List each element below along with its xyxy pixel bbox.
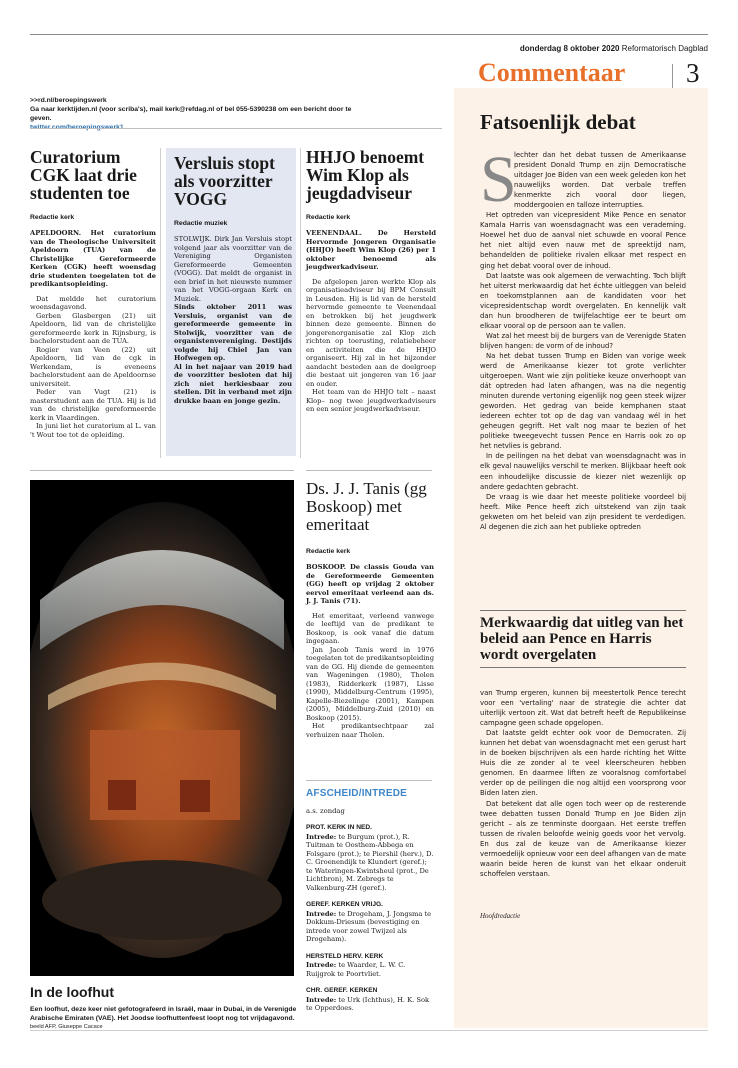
group-label: Intrede: xyxy=(306,995,337,1004)
article-curatorium xyxy=(30,148,156,439)
group-label: Intrede: xyxy=(306,909,337,918)
afscheid-title: AFSCHEID/INTREDE xyxy=(306,788,407,799)
section-title: Commentaar xyxy=(478,58,626,87)
commentary-paragraph: De vraag is wie daar het meeste politieke voordeel bij heeft. Mike Pence heeft zich uitstekend van zijn taak gekweten om het beleid van zijn president te verdedigen. Al degenen die zich aan het publieke optreden xyxy=(480,492,686,531)
article-paragraph: Gerben Glasbergen (21) uit Apeldoorn, lid van de christelijke gereformeerde kerk in Rijnsburg, is bachelorstudent aan de TUA. xyxy=(30,311,156,345)
article-byline: Redactie kerk xyxy=(306,548,351,555)
article-tanis xyxy=(306,480,434,739)
group-text: te Urk (Ichthus), H. K. Sok te Opperdoes. xyxy=(306,995,430,1012)
column-divider xyxy=(300,148,301,458)
group-label: Intrede: xyxy=(306,961,337,969)
article-versluis xyxy=(174,154,292,405)
article-rule xyxy=(306,470,432,471)
quote-rule-top xyxy=(480,610,686,611)
afscheid-intrede xyxy=(306,788,434,1013)
article-byline: Redactie kerk xyxy=(306,214,351,221)
article-lead: VEENENDAAL. De Hersteld Hervormde Jongeren Organisatie (HHJO) heeft Wim Klop (26) per 1 oktober benoemd als jeugdwerkadviseur. xyxy=(306,229,436,271)
caption-text: Een loofhut, deze keer niet gefotografeerd in Israël, maar in Dubai, in de Verenigde Arabische Emiraten (VAE). Het Joodse loofhuttenfeest loopt nog tot vrijdagavond. xyxy=(30,1006,297,1022)
group-head: CHR. GEREF. KERKEN xyxy=(306,987,378,994)
article-headline: Versluis stopt als voorzitter VOGG xyxy=(174,153,275,209)
group-text: te Drogeham, J. Jongsma te Dokkum-Driesum (bevestiging en intrede voor zowel Twijzel als Drogeham). xyxy=(306,909,432,943)
commentary-paragraph: Wat zal het meest bij de burgers van de Verenigde Staten blijven hangen: de vorm of de inhoud? xyxy=(480,331,686,350)
article-paragraph: Sinds oktober 2011 was Versluis, organist van de gereformeerde gemeente in Stolwijk, voorzitter van de organistenvereniging. Destijds volgde hij Chiel Jan van Hofwegen op. xyxy=(174,303,292,362)
page-number: 3 xyxy=(686,58,700,88)
commentary-paragraph: Dat laatste geldt echter ook voor de Democraten. Zij kunnen het debat van woensdagnacht met een gerust hart in de boeken bijschrijven als een harde richting het Witte Huis die ze zonder al te veel kleerscheuren hebben genomen. En daarmee liften ze vooralsnog comfortabel verder op de peilingen die nog altijd een voorsprong voor Biden laten zien. xyxy=(480,729,686,798)
commentary-title: Fatsoenlijk debat xyxy=(480,110,636,134)
article-paragraph: Dat meldde het curatorium woensdagavond. xyxy=(30,294,156,311)
afscheid-sub: a.s. zondag xyxy=(306,807,345,815)
article-byline: Redactie kerk xyxy=(30,214,75,221)
commentary-paragraph: lechter dan het debat tussen de Amerikaanse president Donald Trump en zijn Democratische uitdager Joe Biden van een week geleden kon het nauwelijks worden. Dat verbale treffen kenmerkte zich vooral door liegen, moddergooien en talloze interrupties. xyxy=(514,151,686,210)
article-hhjo xyxy=(306,148,436,414)
article-paragraph: Het team van de HHJO telt – naast Klop– nog twee jeugdwerkadviseurs en een senior jeugdwerkadviseur. xyxy=(306,388,436,413)
afscheid-group xyxy=(306,953,434,979)
article-headline: Ds. J. J. Tanis (gg Boskoop) met emeritaat xyxy=(306,479,427,534)
commentary-signature: Hoofdredactie xyxy=(480,912,521,920)
date: donderdag 8 oktober 2020 xyxy=(519,44,620,53)
photo-loofhut xyxy=(30,480,294,976)
afscheid-group xyxy=(306,987,434,1013)
commentary-paragraph: Dat betekent dat alle ogen toch weer op de resterende twee debatten tussen Donald Trump en Joe Biden zijn gericht – als ze tenminste doorgaan. Het eerste treffen tussen de rivalen beloofde weinig goeds voor het vervolg. En dus zal de keuze van de Amerikaanse kiezer vermoedelijk opnieuw voor een deel afhangen van de mate waarin beide heren de kunst van het elkaar onderuit schoffelen verstaan. xyxy=(480,799,686,878)
group-head: HERSTELD HERV. KERK xyxy=(306,952,384,960)
group-text: te Waarder, L. W. C. Ruijgrok te Poortvliet. xyxy=(306,961,406,978)
group-text: te Burgum (prot.), R. Tuitman te Oosthem-Abbega en Folsgare (prot.); te Piershil (herv.), D. C. Groenendijk te Klundert (geref.); te Wateringen-Kwintsheul (prot., De Lichtbron), M. Zebregs te Valkenburg-ZH (geref.). xyxy=(306,832,434,892)
photo-credit: beeld AFP, Giuseppe Cacace xyxy=(30,1024,103,1030)
info-line-2: Ga naar kerktijden.nl (voor scriba's), mail kerk@refdag.nl of bel 055-5390238 om een bericht door te geven. xyxy=(30,106,352,122)
commentary-body-continued xyxy=(480,688,686,879)
afscheid-group xyxy=(306,824,434,892)
group-head: PROT. KERK IN NED. xyxy=(306,824,372,831)
dropcap: S xyxy=(480,143,517,216)
pull-quote: Merkwaardig dat uitleg van het beleid aan Pence en Harris wordt overgelaten xyxy=(480,615,684,663)
article-paragraph: Jan Jacob Tanis werd in 1976 toegelaten tot de predikantsopleiding van de GG. Hij diende de gemeenten van Wageningen (1980), Tholen (1983), Ridderkerk (1987), Lisse (1990), Middelburg-Centrum (1995), Kapelle-Biezelinge (2001), Kampen (2005), Middelburg-Zuid (2010) en Boskoop (2015). xyxy=(306,645,434,722)
article-paragraph: Rogier van Veen (22) uit Apeldoorn, lid van de cgk in Werkendam, is eveneens bachelorstudent aan de Apeldoornse universiteit. xyxy=(30,345,156,388)
photo-rule xyxy=(30,470,294,471)
article-paragraph: De afgelopen jaren werkte Klop als organisatieadviseur bij BPM Consult in Leusden. Hij is lid van de hersteld hervormde gemeente te Veenendaal en betrokken bij het jeugdwerk binnen deze gemeente. Binnen de jongerenorganisatie zal Klop zich richten op toerusting, relatiebeheer en activiteiten die de HHJO organiseert. Hij zal in het bijzonder aandacht besteden aan de doelgroep die bestaat uit jongeren van 16 jaar en ouder. xyxy=(306,277,436,388)
article-lead: BOSKOOP. De classis Gouda van de Gereformeerde Gemeenten (GG) heeft op vrijdag 2 oktober eervol emeritaat verleend aan ds. J. J. Tanis (71). xyxy=(306,563,434,605)
commentary-paragraph: Het optreden van vicepresident Mike Pence en senator Kamala Harris van woensdagnacht was een verademing. Hoewel het duo de aanval niet schuwde en vooral Pence het niet altijd even nauw met de spreektijd nam, behandelden de politieke rivalen elkaar met respect en ging het debat vooral over de inhoud. xyxy=(480,211,686,270)
group-label: Intrede: xyxy=(306,832,337,841)
commentary-paragraph: In de peilingen na het debat van woensdagnacht was in elk geval nauwelijks verschil te merken. Blijkbaar heeft ook een inhoudelijke discussie de kiezer niet wezenlijk op andere gedachten gebracht. xyxy=(480,452,686,491)
photo-caption xyxy=(30,1006,298,1032)
quote-rule-bottom xyxy=(480,667,686,668)
commentary-paragraph: Dat laatste was ook algemeen de verwachting. Toch blijft het uiterst merkwaardig dat het échte uitleggen van beleid en toekomstplannen aan de kandidaten voor het vicepresidentschap wordt overgelaten. En kennelijk valt dan hun broodheren de twijfelachtige eer te beurt om elkaar vooral op de persoon aan te vallen. xyxy=(480,271,686,330)
paper-name: Reformatorisch Dagblad xyxy=(621,44,708,53)
article-paragraph: Peder van Vugt (21) is masterstudent aan de TUA. Hij is lid van de christelijke gereformeerde kerk in Vlaardingen. xyxy=(30,388,156,422)
top-rule xyxy=(30,34,708,35)
article-byline: Redactie muziek xyxy=(174,220,228,227)
column-divider xyxy=(160,148,161,458)
info-rule xyxy=(30,128,442,129)
bottom-rule xyxy=(30,1030,708,1031)
beroepingswerk-info xyxy=(30,96,360,132)
fisheye-image xyxy=(30,480,294,976)
section-separator xyxy=(672,64,673,88)
article-paragraph: Al in het najaar van 2019 had de voorzitter besloten dat hij zich niet herkiesbaar zou stellen. Dit in verband met zijn drukke baan en jonge gezin. xyxy=(174,362,292,405)
afscheid-rule xyxy=(306,780,432,781)
commentary-paragraph: van Trump ergeren, kunnen bij meestertolk Pence terecht voor een 'vertaling' naar de strategie die achter dat uiterlijk vertoon zit. Wat dat betreft heeft de Republikeinse campagne geen schade opgelopen. xyxy=(480,689,686,728)
article-paragraph: Het emeritaat, verleend vanwege de leeftijd van de predikant te Boskoop, is ook vanaf die datum ingegaan. xyxy=(306,611,434,645)
article-paragraph: Het predikantsechtpaar zal verhuizen naar Tholen. xyxy=(306,722,434,739)
article-paragraph: In juni liet het curatorium al L. van 't Wout toe tot de opleiding. xyxy=(30,422,156,439)
commentary-paragraph: Na het debat tussen Trump en Biden van vorige week werd de Amerikaanse kiezer tot grote verlichter uitgeroepen. Want wie zijn politieke keuze onverhoopt van dát optreden had laten afhangen, was na die negentig minuten durende vertoning eigenlijk nog geen steek wijzer geworden. Het gedrag van beide kemphanen staat iedereen echter tot op de dag van vandaag wél in het geheugen gegrift. Het valt nog maar te bezien of het politieke tweegevecht tussen Pence en Harris ook zo op het netvlies is gebrand. xyxy=(480,351,686,451)
photo-title: In de loofhut xyxy=(30,984,114,1000)
afscheid-group xyxy=(306,901,434,944)
group-head: GEREF. KERKEN VRIJG. xyxy=(306,901,383,908)
dateline xyxy=(520,44,708,53)
article-headline: HHJO benoemt Wim Klop als jeugdadviseur xyxy=(306,147,425,203)
article-lead: STOLWIJK. Dirk Jan Versluis stopt volgend jaar als voorzitter van de Vereniging Organisten Gereformeerde Gemeenten (VOGG). Dat meldt de organist in een brief in het nieuwste nummer van het VOGG-orgaan Kerk en Muziek. xyxy=(174,235,292,303)
article-headline: Curatorium CGK laat drie studenten toe xyxy=(30,147,137,203)
article-lead: APELDOORN. Het curatorium van de Theologische Universiteit Apeldoorn (TUA) van de Christelijke Gereformeerde Kerken (CGK) heeft woensdag drie studenten toegelaten tot de predikantsopleiding. xyxy=(30,229,156,288)
info-line-1[interactable]: >>rd.nl/beroepingswerk xyxy=(30,97,107,104)
